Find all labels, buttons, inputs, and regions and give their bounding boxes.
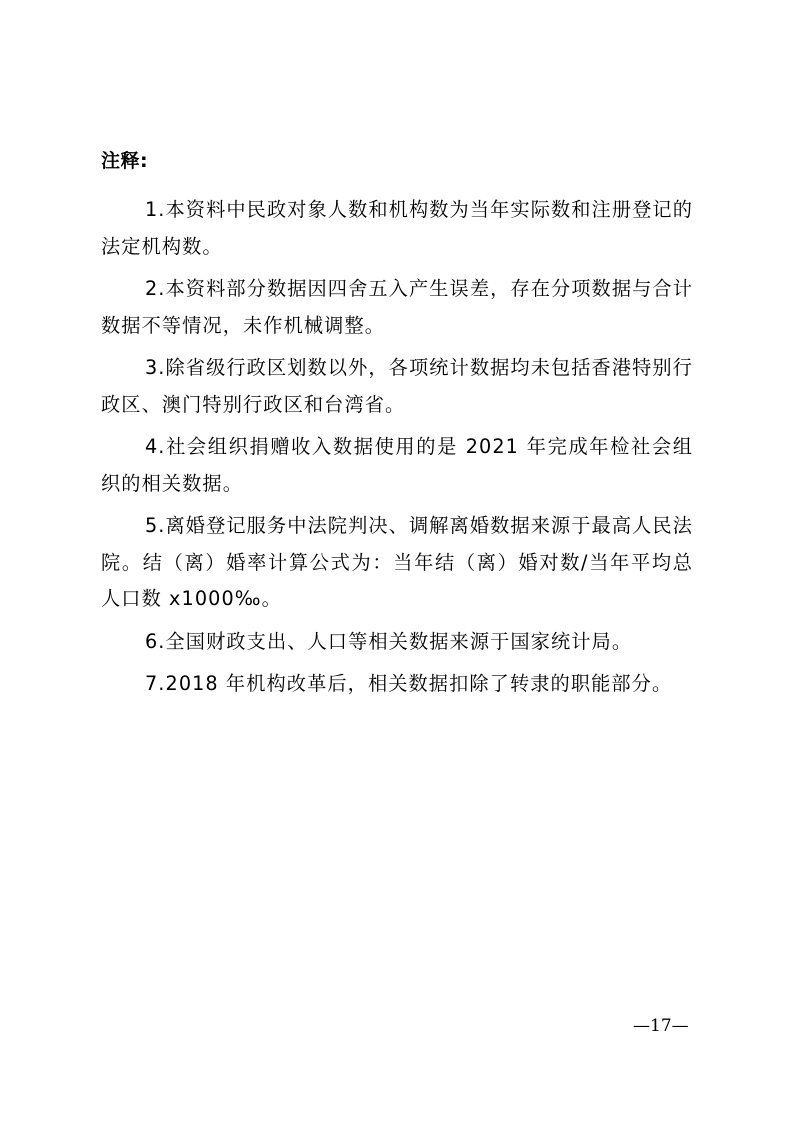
- note-item-7: 7.2018 年机构改革后，相关数据扣除了转隶的职能部分。: [145, 672, 673, 695]
- note-item-5: 5.离婚登记服务中法院判决、调解离婚数据来源于最高人民法院。结（离）婚率计算公式为：当年结（离）婚对数/当年平均总人口数 x1000‰。: [101, 514, 693, 610]
- note-item-1: 1.本资料中民政对象人数和机构数为当年实际数和注册登记的法定机构数。: [101, 198, 693, 258]
- note-item-2: 2.本资料部分数据因四舍五入产生误差，存在分项数据与合计数据不等情况，未作机械调整。: [101, 277, 693, 337]
- notes-list: [101, 192, 693, 709]
- note-item-3: 3.除省级行政区划数以外，各项统计数据均未包括香港特别行政区、澳门特别行政区和台湾省。: [101, 356, 693, 416]
- page-number: —17—: [633, 1016, 689, 1036]
- note-item-4: 4.社会组织捐赠收入数据使用的是 2021 年完成年检社会组织的相关数据。: [101, 435, 693, 495]
- notes-heading: 注释:: [101, 150, 149, 172]
- note-item-6: 6.全国财政支出、人口等相关数据来源于国家统计局。: [145, 629, 633, 653]
